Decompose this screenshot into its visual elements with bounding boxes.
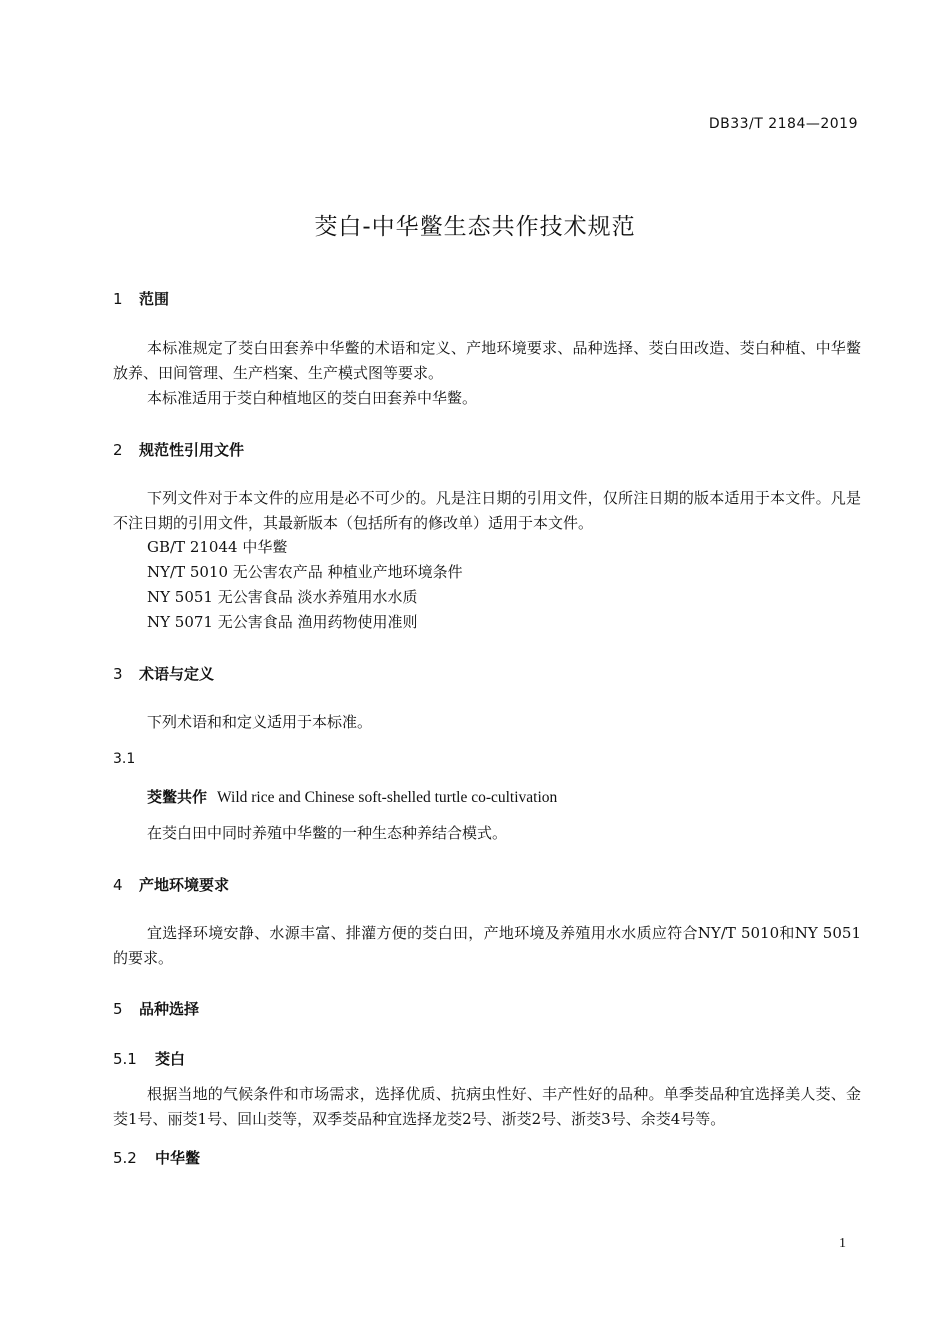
section-heading-5	[113, 998, 199, 1019]
clause-number: 3.1	[113, 751, 136, 767]
subsection-heading-5-1	[113, 1048, 185, 1069]
section-number: 3	[113, 665, 123, 683]
reference-item: NY/T 5010 无公害农产品 种植业产地环境条件	[147, 563, 463, 581]
section-title: 产地环境要求	[139, 876, 230, 894]
document-code: DB33/T 2184—2019	[708, 116, 858, 132]
term-english: Wild rice and Chinese soft-shelled turtle co-cultivation	[217, 789, 558, 806]
section-title: 品种选择	[139, 1000, 200, 1018]
term-definition: 在茭白田中同时养殖中华鳖的一种生态种养结合模式。	[147, 824, 508, 842]
section-title: 术语与定义	[139, 665, 215, 683]
document-title: 茭白-中华鳖生态共作技术规范	[314, 214, 636, 240]
section-number: 4	[113, 876, 123, 894]
section-number: 2	[113, 441, 123, 459]
section-title: 规范性引用文件	[139, 441, 245, 459]
scope-paragraph-1: 本标准规定了茭白田套养中华鳖的术语和定义、产地环境要求、品种选择、茭白田改造、茭白种植、中华鳖放养、田间管理、生产档案、生产模式图等要求。	[113, 339, 861, 382]
page-number: 1	[839, 1236, 846, 1251]
reference-item: NY 5051 无公害食品 淡水养殖用水水质	[147, 588, 418, 606]
variety-paragraph: 根据当地的气候条件和市场需求，选择优质、抗病虫性好、丰产性好的品种。单季茭品种宜选择美人茭、金茭1号、丽茭1号、回山茭等，双季茭品种宜选择龙茭2号、浙茭2号、浙茭3号、余茭4号等。	[113, 1085, 861, 1128]
environment-paragraph: 宜选择环境安静、水源丰富、排灌方便的茭白田，产地环境及养殖用水水质应符合NY/T 5010和NY 5051的要求。	[113, 924, 861, 967]
section-title: 范围	[139, 290, 170, 308]
section-title: 茭白	[155, 1050, 186, 1068]
term-chinese: 茭鳖共作	[147, 788, 208, 806]
section-number: 5.2	[113, 1149, 137, 1167]
section-heading-1	[113, 288, 169, 309]
section-heading-3	[113, 663, 214, 684]
scope-paragraph-2: 本标准适用于茭白种植地区的茭白田套养中华鳖。	[147, 389, 478, 407]
section-heading-4	[113, 874, 229, 895]
subsection-heading-5-2	[113, 1147, 200, 1168]
section-number: 1	[113, 290, 123, 308]
reference-item: GB/T 21044 中华鳖	[147, 538, 288, 556]
section-number: 5	[113, 1000, 123, 1018]
section-number: 5.1	[113, 1050, 137, 1068]
reference-item: NY 5071 无公害食品 渔用药物使用准则	[147, 613, 418, 631]
references-intro-paragraph: 下列文件对于本文件的应用是必不可少的。凡是注日期的引用文件，仅所注日期的版本适用于本文件。凡是不注日期的引用文件，其最新版本（包括所有的修改单）适用于本文件。	[113, 489, 861, 532]
term-entry	[147, 786, 557, 807]
section-title: 中华鳖	[155, 1149, 201, 1167]
section-heading-2	[113, 439, 244, 460]
terms-intro-paragraph: 下列术语和和定义适用于本标准。	[147, 713, 373, 731]
